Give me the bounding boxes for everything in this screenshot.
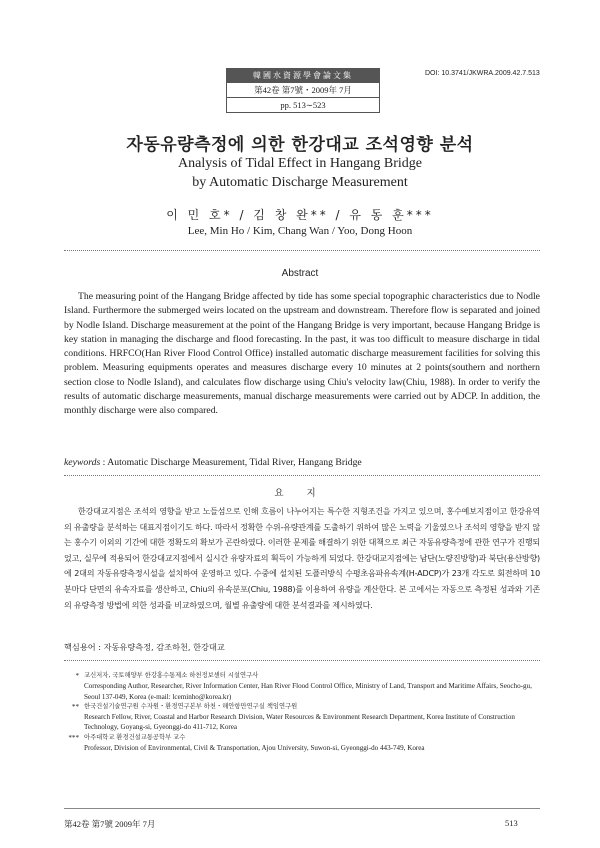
journal-name: 韓國水資源學會論文集: [227, 69, 379, 83]
footnote-mark: ***: [68, 733, 79, 742]
english-title: [0, 154, 600, 192]
keywords: [64, 457, 540, 468]
footnote-english: Research Fellow, River, Coastal and Harbor Research Division, Water Resources & Environment Research Department, Korea Institute of Construction Technology, Goyang-si, Gyeonggi-do 411-712, Korea: [84, 713, 515, 732]
journal-volume-issue: 第42卷 第7號・2009年 7月: [227, 83, 379, 98]
korean-authors: 이 민 호* / 김 창 완** / 유 동 훈***: [166, 208, 434, 222]
english-authors: Lee, Min Ho / Kim, Chang Wan / Yoo, Dong Hoon: [187, 225, 413, 237]
korean-title: 자동유량측정에 의한 한강대교 조석영향 분석: [126, 135, 474, 155]
footnote: [64, 702, 540, 733]
divider: [64, 660, 540, 661]
journal-pages: pp. 513∼523: [280, 100, 326, 110]
divider: [64, 475, 540, 476]
footnote: [64, 671, 540, 702]
footnotes: [64, 671, 540, 753]
footnote-korean: 한국건설기술연구원 수자원・환경연구본부 하천・해안항만연구실 책임연구원: [84, 702, 298, 710]
footer-journal-info: 第42卷 第7號 2009年 7月: [64, 819, 156, 829]
korean-keywords: 핵심용어 : 자동유량측정, 감조하천, 한강대교: [64, 642, 225, 652]
divider: [64, 250, 540, 251]
doi: DOI: 10.3741/JKWRA.2009.42.7.513: [425, 70, 540, 77]
keywords-list: : Automatic Discharge Measurement, Tidal River, Hangang Bridge: [102, 457, 362, 468]
footer-rule: [64, 808, 540, 809]
page-number: 513: [505, 818, 518, 828]
abstract-body: The measuring point of the Hangang Bridge affected by tide has some special topographic characteristics due to Nodle Island. Furthermore the submerged weirs located on the upstream and downstream. Therefore flow is separated and joined by Nodle Island. Discharge measurement at the point of the Hangang Bridge is very important, because Hangang Bridge is key station in managing the discharge and flood forecasting. In the past, it was too difficult to measure discharge in tidal conditions. HRFCO(Han River Flood Control Office) installed automatic discharge measurement facilities for solving this problem. Measuring equipments operates and measures discharge every 10 minutes at 2 points(southern and northern section close to Nodle Island), and calculates flow discharge using Chiu's velocity law(Chiu, 1988). In order to verify the results of automatic discharge measurements, manual discharge measurements were carried out by ADCP. In addition, the monthly discharge were also compared.: [64, 291, 540, 417]
english-title-line-1: Analysis of Tidal Effect in Hangang Bridge: [178, 156, 422, 171]
keywords-label: keywords: [64, 457, 101, 468]
english-title-line-2: by Automatic Discharge Measurement: [192, 175, 408, 190]
footnote-mark: *: [75, 672, 79, 680]
footnote-korean: 교신저자, 국토해양부 한강홍수통제소 하천정보센터 시설연구사: [84, 672, 259, 679]
abstract-heading: Abstract: [281, 268, 319, 279]
footnote-english: Professor, Division of Environmental, Civil & Transportation, Ajou University, Suwon-si, Gyeonggi-do 443-749, Korea: [84, 744, 425, 753]
korean-abstract-body: 한강대교지점은 조석의 영향을 받고 노들섬으로 인해 흐름이 나누어지는 특수한 지형조건을 가지고 있으며, 홍수예보지점이고 한강유역의 유출량을 분석하는 대표지점이기도 하다. 따라서 정확한 수위-유량관계를 도출하기 위하여 많은 노력을 기울였으나 조석의 영향을 받지 않는 홍수기 이외의 기간에 대한 정확도의 확보가 곤란하였다. 이러한 문제를 해결하기 위한 대책으로 최근 자동유량측정에 관한 연구가 진행되었고, 실무에 적용되어 한강대교지점에서 실시간 유량자료의 획득이 가능하게 되었다. 한강대교지점에는 남단(노량진방향)과 북단(용산방향)에 2대의 자동유량측정시설을 설치하여 운영하고 있다. 수중에 설치된 도플러방식 수평초음파유속계(H-ADCP)가 23개 각도로 회전하며 10분마다 단면의 유속자료를 생산하고, Chiu의 유속분포(Chiu, 1988)를 이용하여 유량을 계산한다. 본 고에서는 자동으로 측정된 성과와 기존의 유량측정 방법에 의한 성과를 비교하였으며, 월별 유출량에 대한 분석결과를 제시하였다.: [64, 507, 540, 610]
footnote-korean: 아주대학교 환경건설교통공학부 교수: [84, 733, 186, 741]
footnote: [64, 733, 540, 754]
journal-info-box: [226, 68, 380, 113]
korean-abstract-heading: 요 지: [274, 488, 326, 499]
footnote-english: Corresponding Author, Researcher, River Information Center, Han River Flood Control Office, Ministry of Land, Transport and Maritime Affairs, Seocho-gu, Seoul 137-049, Korea (e-mail: lceminho@korea.kr): [84, 682, 532, 701]
footnote-mark: **: [71, 702, 79, 711]
